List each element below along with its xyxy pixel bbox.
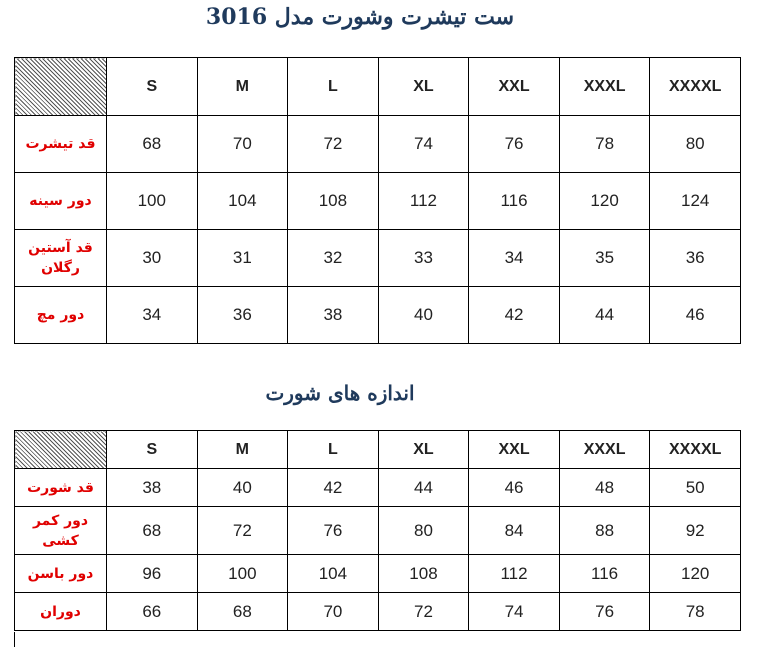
table-cell: 116 — [559, 555, 650, 593]
shorts-size-table — [14, 430, 741, 631]
text-cursor — [14, 632, 15, 647]
table-cell: 80 — [650, 116, 741, 173]
row-label: دور مچ — [15, 287, 107, 344]
table-cell: 36 — [197, 287, 288, 344]
table-cell: 80 — [378, 507, 469, 555]
hatched-corner-cell — [15, 58, 107, 116]
table-cell: 44 — [378, 469, 469, 507]
table-cell: 88 — [559, 507, 650, 555]
size-header: XXXXL — [650, 58, 741, 116]
table-cell: 74 — [469, 593, 560, 631]
table-cell: 68 — [107, 507, 198, 555]
table-cell: 76 — [469, 116, 560, 173]
table-cell: 108 — [378, 555, 469, 593]
table-cell: 31 — [197, 230, 288, 287]
table-cell: 112 — [469, 555, 560, 593]
table-cell: 104 — [197, 173, 288, 230]
table-cell: 120 — [559, 173, 650, 230]
table-cell: 68 — [107, 116, 198, 173]
size-header: L — [288, 431, 379, 469]
table-cell: 66 — [107, 593, 198, 631]
table-row — [15, 287, 741, 344]
size-header: XXL — [469, 431, 560, 469]
table-cell: 72 — [378, 593, 469, 631]
table-cell: 35 — [559, 230, 650, 287]
table-cell: 76 — [288, 507, 379, 555]
table-cell: 108 — [288, 173, 379, 230]
table-cell: 100 — [197, 555, 288, 593]
table-row — [15, 116, 741, 173]
size-header: S — [107, 431, 198, 469]
table-cell: 46 — [469, 469, 560, 507]
table-cell: 68 — [197, 593, 288, 631]
row-label: دور باسن — [15, 555, 107, 593]
table-cell: 38 — [288, 287, 379, 344]
table-cell: 72 — [197, 507, 288, 555]
table-cell: 124 — [650, 173, 741, 230]
table-cell: 34 — [469, 230, 560, 287]
table-cell: 30 — [107, 230, 198, 287]
table-cell: 120 — [650, 555, 741, 593]
table-row — [15, 230, 741, 287]
table-cell: 70 — [288, 593, 379, 631]
table-cell: 78 — [650, 593, 741, 631]
size-header-row — [15, 431, 741, 469]
table-cell: 40 — [378, 287, 469, 344]
size-header: XL — [378, 58, 469, 116]
table-row — [15, 555, 741, 593]
size-header-row — [15, 58, 741, 116]
table-row — [15, 593, 741, 631]
table-cell: 100 — [107, 173, 198, 230]
hatched-corner-cell — [15, 431, 107, 469]
table-cell: 116 — [469, 173, 560, 230]
table-row — [15, 173, 741, 230]
table-row — [15, 507, 741, 555]
row-label: قد شورت — [15, 469, 107, 507]
size-header: XL — [378, 431, 469, 469]
table-cell: 42 — [469, 287, 560, 344]
table-cell: 34 — [107, 287, 198, 344]
page-title: ست تیشرت وشورت مدل 3016 — [205, 4, 515, 30]
tshirt-size-table — [14, 57, 741, 344]
table-cell: 70 — [197, 116, 288, 173]
row-label: قد تیشرت — [15, 116, 107, 173]
table-cell: 36 — [650, 230, 741, 287]
table-cell: 42 — [288, 469, 379, 507]
size-header: XXL — [469, 58, 560, 116]
size-header: S — [107, 58, 198, 116]
size-header: M — [197, 431, 288, 469]
table-cell: 78 — [559, 116, 650, 173]
row-label: دور سینه — [15, 173, 107, 230]
size-header: L — [288, 58, 379, 116]
table-cell: 46 — [650, 287, 741, 344]
table-row — [15, 469, 741, 507]
table-cell: 74 — [378, 116, 469, 173]
table-cell: 32 — [288, 230, 379, 287]
size-header: XXXL — [559, 431, 650, 469]
table-cell: 38 — [107, 469, 198, 507]
table-cell: 96 — [107, 555, 198, 593]
row-label: قد آستین رگلان — [15, 230, 107, 287]
table-cell: 72 — [288, 116, 379, 173]
table-cell: 112 — [378, 173, 469, 230]
table-cell: 40 — [197, 469, 288, 507]
table-cell: 48 — [559, 469, 650, 507]
row-label: دور کمر کشی — [15, 507, 107, 555]
size-header: XXXXL — [650, 431, 741, 469]
table-cell: 84 — [469, 507, 560, 555]
table-cell: 76 — [559, 593, 650, 631]
table-cell: 44 — [559, 287, 650, 344]
size-header: XXXL — [559, 58, 650, 116]
table-cell: 104 — [288, 555, 379, 593]
size-header: M — [197, 58, 288, 116]
section-title: اندازه های شورت — [265, 381, 415, 405]
table-cell: 33 — [378, 230, 469, 287]
table-cell: 92 — [650, 507, 741, 555]
row-label: دوران — [15, 593, 107, 631]
table-cell: 50 — [650, 469, 741, 507]
